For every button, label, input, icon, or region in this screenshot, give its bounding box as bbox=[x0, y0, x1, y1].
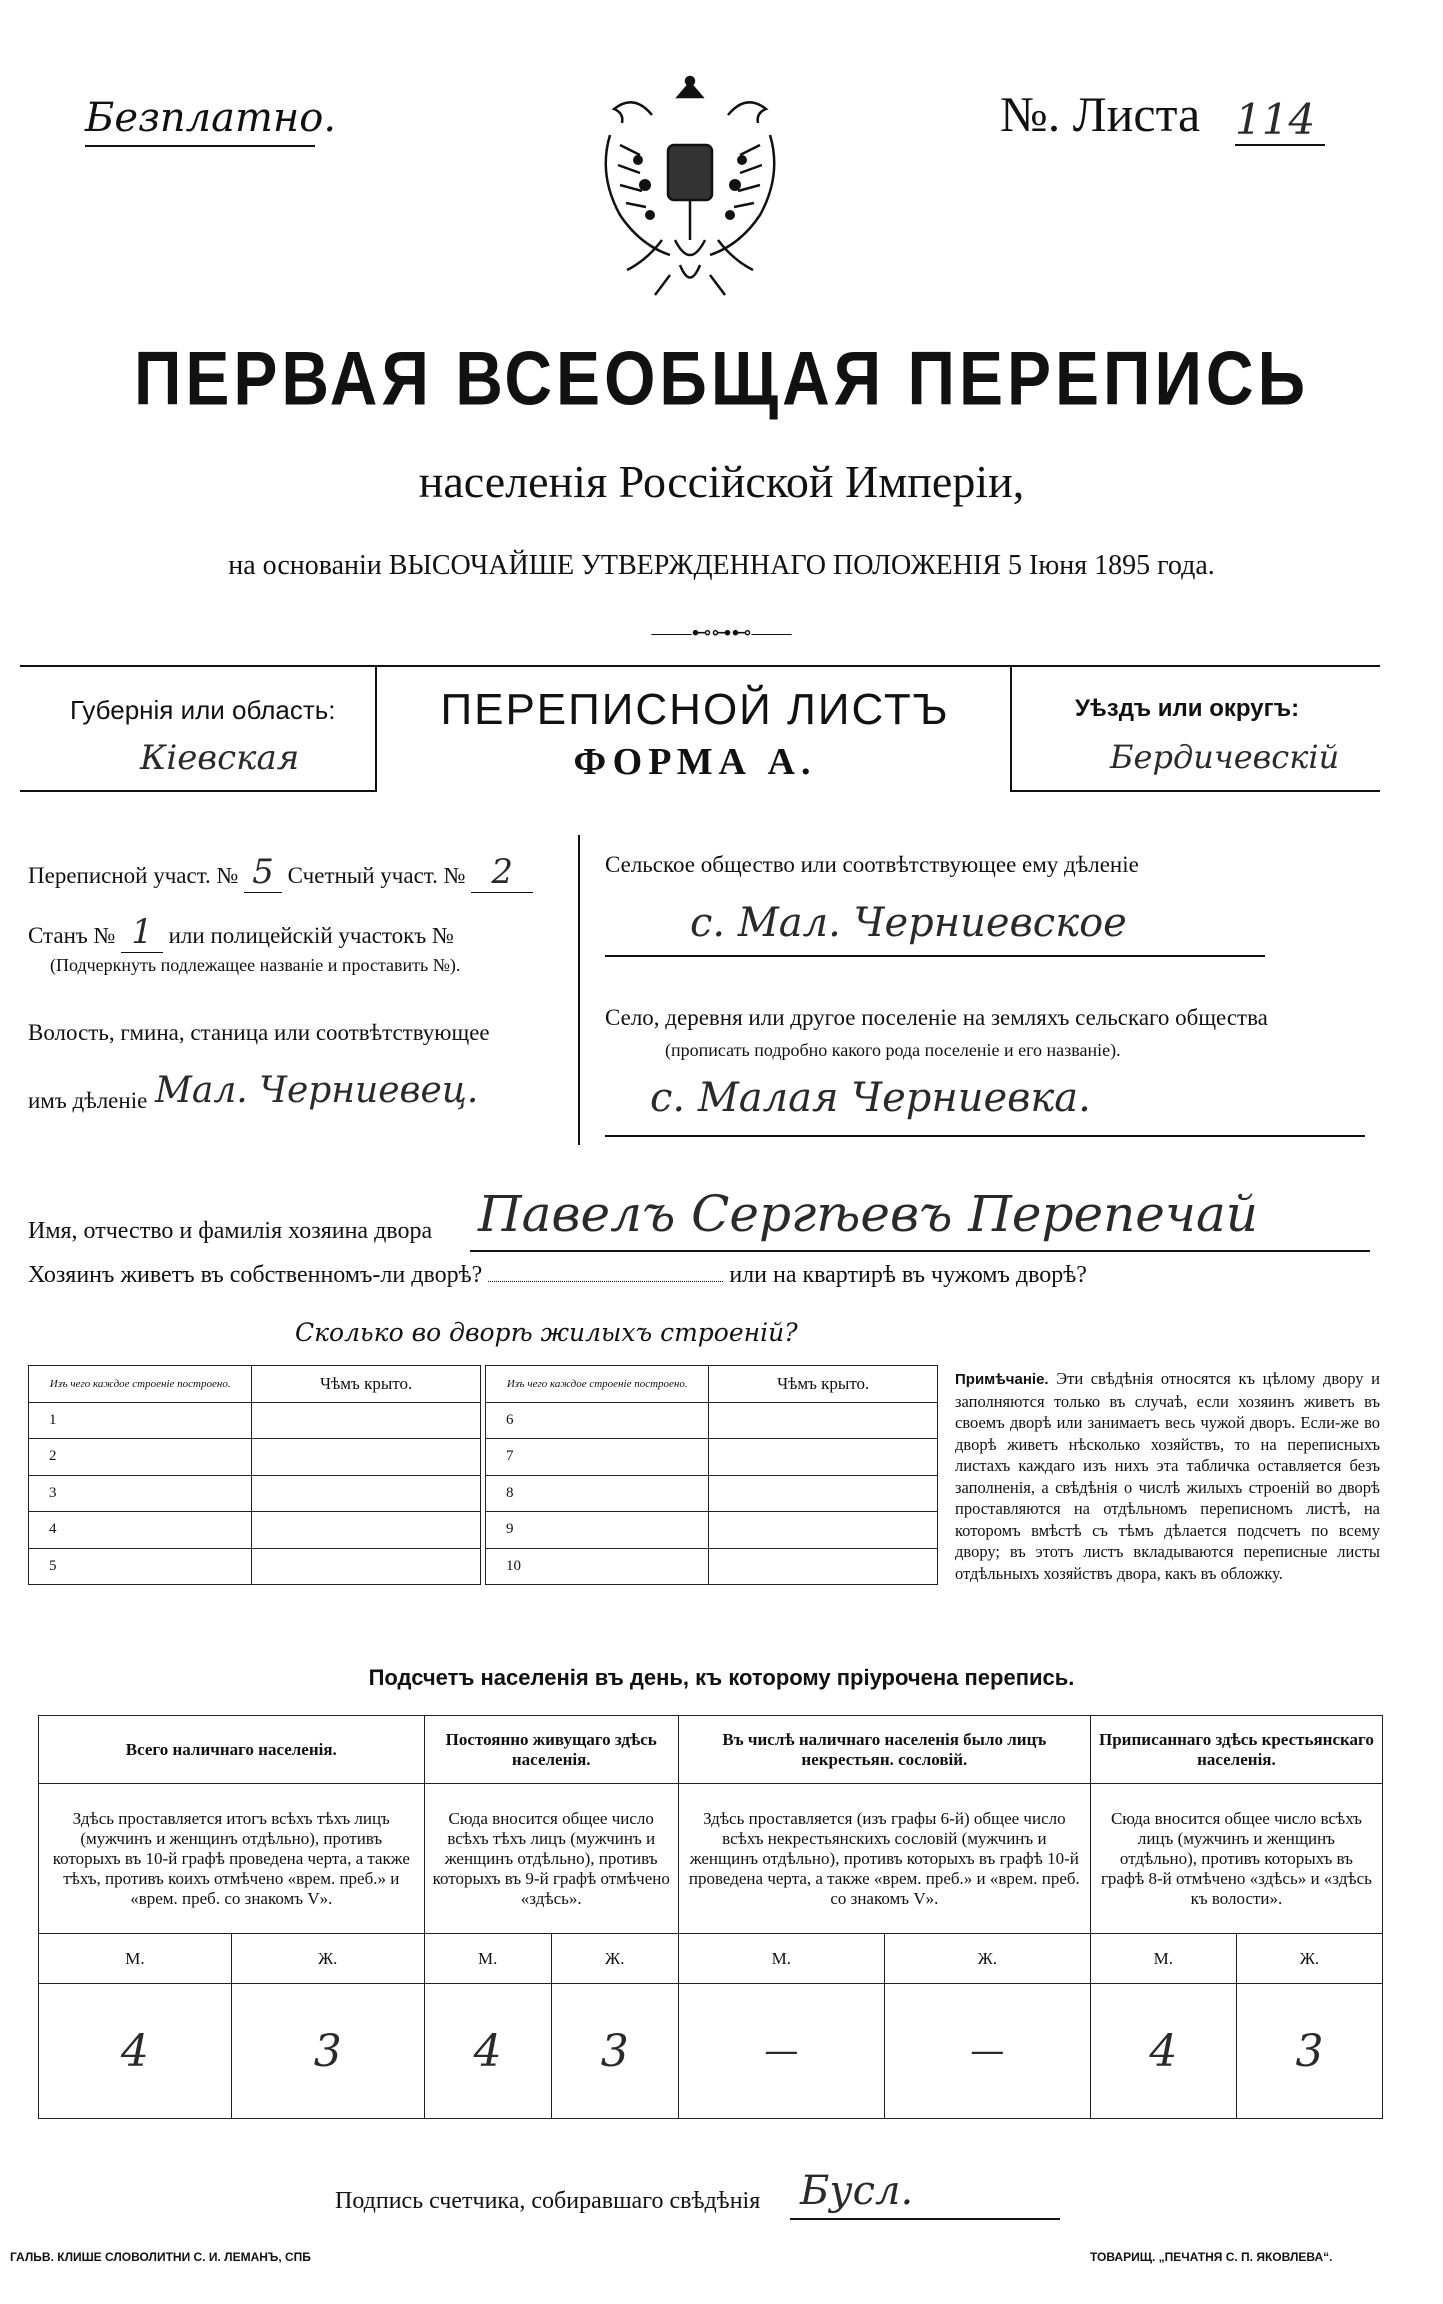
count-desc-permanent: Сюда вносится общее число всѣхъ тѣхъ лицъ (мужчинъ и женщинъ отдѣльно), противъ которыхъ въ 9-й графѣ отмѣчено «здѣсь». bbox=[424, 1784, 678, 1934]
owner-value: Павелъ Сергѣевъ Перепечай bbox=[478, 1185, 1259, 1243]
bt-row-num: 10 bbox=[486, 1548, 709, 1585]
schet-value: 2 bbox=[471, 852, 533, 893]
count-m-label: М. bbox=[424, 1934, 551, 1984]
volost-value: Мал. Черниевец. bbox=[155, 1070, 479, 1111]
underline-note: (Подчеркнуть подлежащее названіе и проставить №). bbox=[50, 955, 461, 975]
gubernia-label: Губернія или область: bbox=[70, 695, 336, 725]
volost-label: Волость, гмина, станица или соотвѣтствующее bbox=[28, 1020, 490, 1045]
lives-label: Хозяинъ живетъ въ собственномъ-ли дворѣ? bbox=[28, 1262, 483, 1288]
bt-head-material-left: Изъ чего каждое строеніе построено. bbox=[29, 1366, 252, 1403]
footer-right: ТОВАРИЩ. „ПЕЧАТНЯ С. П. ЯКОВЛЕВА“. bbox=[1090, 2250, 1333, 2264]
society-label: Сельское общество или соотвѣтствующее ему дѣленіе bbox=[605, 852, 1139, 877]
bt-head-roof-right: Чѣмъ крыто. bbox=[709, 1366, 938, 1403]
count-value-m: 4 bbox=[424, 1984, 551, 2119]
subtitle: населенія Россійской Имперіи, bbox=[418, 456, 1025, 507]
note-block bbox=[955, 1368, 1380, 1584]
bt-row-num: 7 bbox=[486, 1439, 709, 1476]
signature-value: Бусл. bbox=[800, 2168, 914, 2214]
bt-head-roof-left: Чѣмъ крыто. bbox=[252, 1366, 481, 1403]
sheet-number-label: №. Листа bbox=[1000, 86, 1201, 142]
signature-line bbox=[790, 2218, 1060, 2220]
buildings-question: Сколько во дворѣ жилыхъ строеній? bbox=[295, 1318, 798, 1347]
count-head-assigned: Приписаннаго здѣсь крестьянскаго населенія. bbox=[1090, 1716, 1382, 1784]
count-value-f: 3 bbox=[231, 1984, 424, 2119]
count-value-m: — bbox=[678, 1984, 884, 2119]
count-desc-total: Здѣсь проставляется итогъ всѣхъ тѣхъ лицъ (мужчинъ и женщинъ отдѣльно), противъ которыхъ въ 10-й графѣ проведена черта, а также тѣхъ, противъ коихъ отмѣчено «врем. преб.» и «врем. преб. со знакомъ V». bbox=[39, 1784, 425, 1934]
uchast-value: 5 bbox=[244, 852, 282, 893]
banner-right-sep bbox=[1010, 665, 1012, 792]
lives-blank bbox=[488, 1281, 723, 1282]
society-value: с. Мал. Черниевское bbox=[690, 900, 1127, 946]
ornament-divider: ——⊷⊶⊷—— bbox=[651, 622, 792, 644]
owner-line bbox=[470, 1250, 1370, 1252]
note-text: Эти свѣдѣнія относятся къ цѣлому двору и заполняются только въ случаѣ, если хозяинъ живетъ въ своемъ дворѣ или занимаетъ весь чужой дворъ. Если-же во дворѣ живетъ нѣсколько хозяйствъ, то на переписныхъ листахъ каждаго изъ нихъ эта табличка оставляется безъ заполненія, а свѣдѣнія о числѣ жилыхъ строеній во дворѣ проставляются на отдѣльномъ переписномъ листѣ, на которомъ вмѣстѣ съ тѣмъ дѣлается подсчетъ по всему двору; въ этотъ листъ вкладываются переписные листы отдѣльныхъ хозяйствъ двора, какъ въ обложку. bbox=[955, 1369, 1380, 1583]
bt-row-num: 9 bbox=[486, 1512, 709, 1549]
selo-note: (прописать подробно какого рода поселеніе и его названіе). bbox=[665, 1040, 1121, 1060]
count-head-total: Всего наличнаго населенія. bbox=[39, 1716, 425, 1784]
count-value-m: 4 bbox=[1090, 1984, 1236, 2119]
footer-left: ГАЛЬВ. КЛИШЕ СЛОВОЛИТНИ С. И. ЛЕМАНЪ, СПБ bbox=[10, 2250, 311, 2264]
count-m-label: М. bbox=[678, 1934, 884, 1984]
count-desc-noncrest: Здѣсь проставляется (изъ графы 6-й) общее число всѣхъ некрестьянскихъ сословій (мужчинъ и женщинъ отдѣльно), противъ которыхъ въ графѣ 10-й проведена черта, а также «врем. преб.» и «врем. преб. со знакомъ V». bbox=[678, 1784, 1090, 1934]
uchast-label: Переписной участ. № bbox=[28, 863, 239, 888]
banner-top-line bbox=[20, 665, 1380, 667]
stan-label: Станъ № bbox=[28, 923, 116, 948]
uchast-row bbox=[28, 852, 533, 892]
selo-value: с. Малая Черниевка. bbox=[650, 1075, 1091, 1121]
police-label: или полицейскій участокъ № bbox=[168, 923, 454, 948]
bt-row-num: 4 bbox=[29, 1512, 252, 1549]
signature-label: Подпись счетчика, собиравшаго свѣдѣнія bbox=[335, 2188, 761, 2214]
bt-row-num: 5 bbox=[29, 1548, 252, 1585]
bt-head-material-right: Изъ чего каждое строеніе построено. bbox=[486, 1366, 709, 1403]
form-label: ФОРМА А. bbox=[573, 741, 817, 783]
bt-row-num: 6 bbox=[486, 1402, 709, 1439]
count-value-f: 3 bbox=[1236, 1984, 1382, 2119]
banner-left-bottom bbox=[20, 790, 375, 792]
count-table bbox=[38, 1715, 1383, 2119]
basis-line: на основаніи ВЫСОЧАЙШЕ УТВЕРЖДЕННАГО ПОЛОЖЕНІЯ 5 Іюня 1895 года. bbox=[228, 550, 1215, 581]
schet-label: Счетный участ. № bbox=[287, 863, 466, 888]
count-desc-assigned: Сюда вносится общее число всѣхъ лицъ (мужчинъ и женщинъ отдѣльно), противъ которыхъ въ графѣ 8-й отмѣчено «здѣсь» и «здѣсь къ волости». bbox=[1090, 1784, 1382, 1934]
bt-row-num: 8 bbox=[486, 1475, 709, 1512]
main-title: ПЕРВАЯ ВСЕОБЩАЯ ПЕРЕПИСЬ bbox=[133, 335, 1310, 421]
banner-right-bottom bbox=[1010, 790, 1380, 792]
count-f-label: Ж. bbox=[231, 1934, 424, 1984]
stan-value: 1 bbox=[121, 912, 163, 953]
count-m-label: М. bbox=[39, 1934, 232, 1984]
count-f-label: Ж. bbox=[551, 1934, 678, 1984]
buildings-table bbox=[28, 1365, 938, 1585]
free-label: Безплатно. bbox=[85, 95, 337, 141]
selo-line bbox=[605, 1135, 1365, 1137]
bt-row-num: 3 bbox=[29, 1475, 252, 1512]
lives-row bbox=[28, 1262, 1087, 1289]
count-value-f: 3 bbox=[551, 1984, 678, 2119]
coat-of-arms-emblem bbox=[590, 75, 790, 300]
owner-label: Имя, отчество и фамилія хозяина двора bbox=[28, 1218, 433, 1244]
bt-row-num: 2 bbox=[29, 1439, 252, 1476]
note-title: Примѣчаніе. bbox=[955, 1371, 1049, 1388]
middle-divider bbox=[578, 835, 580, 1145]
count-value-m: 4 bbox=[39, 1984, 232, 2119]
count-head-noncrest: Въ числѣ наличнаго населенія было лицъ некрестьян. сословій. bbox=[678, 1716, 1090, 1784]
count-m-label: М. bbox=[1090, 1934, 1236, 1984]
count-f-label: Ж. bbox=[884, 1934, 1090, 1984]
count-f-label: Ж. bbox=[1236, 1934, 1382, 1984]
gubernia-value: Кіевская bbox=[140, 738, 300, 778]
free-underline bbox=[85, 145, 315, 147]
selo-label: Село, деревня или другое поселеніе на земляхъ сельскаго общества bbox=[605, 1005, 1268, 1030]
stan-row bbox=[28, 912, 454, 952]
uezd-label: Уѣздъ или округъ: bbox=[1075, 695, 1300, 722]
society-line bbox=[605, 955, 1265, 957]
sheet-title: ПЕРЕПИСНОЙ ЛИСТЪ bbox=[440, 685, 950, 734]
banner-left-sep bbox=[375, 665, 377, 792]
sheet-number-value: 114 bbox=[1235, 95, 1325, 146]
count-head-permanent: Постоянно живущаго здѣсь населенія. bbox=[424, 1716, 678, 1784]
bt-row-num: 1 bbox=[29, 1402, 252, 1439]
apartment-label: или на квартирѣ въ чужомъ дворѣ? bbox=[729, 1262, 1087, 1288]
count-title: Подсчетъ населенія въ день, къ которому пріурочена перепись. bbox=[368, 1665, 1075, 1690]
volost-label-2: имъ дѣленіе bbox=[28, 1088, 148, 1113]
count-value-f: — bbox=[884, 1984, 1090, 2119]
uezd-value: Бердичевскій bbox=[1110, 738, 1340, 776]
